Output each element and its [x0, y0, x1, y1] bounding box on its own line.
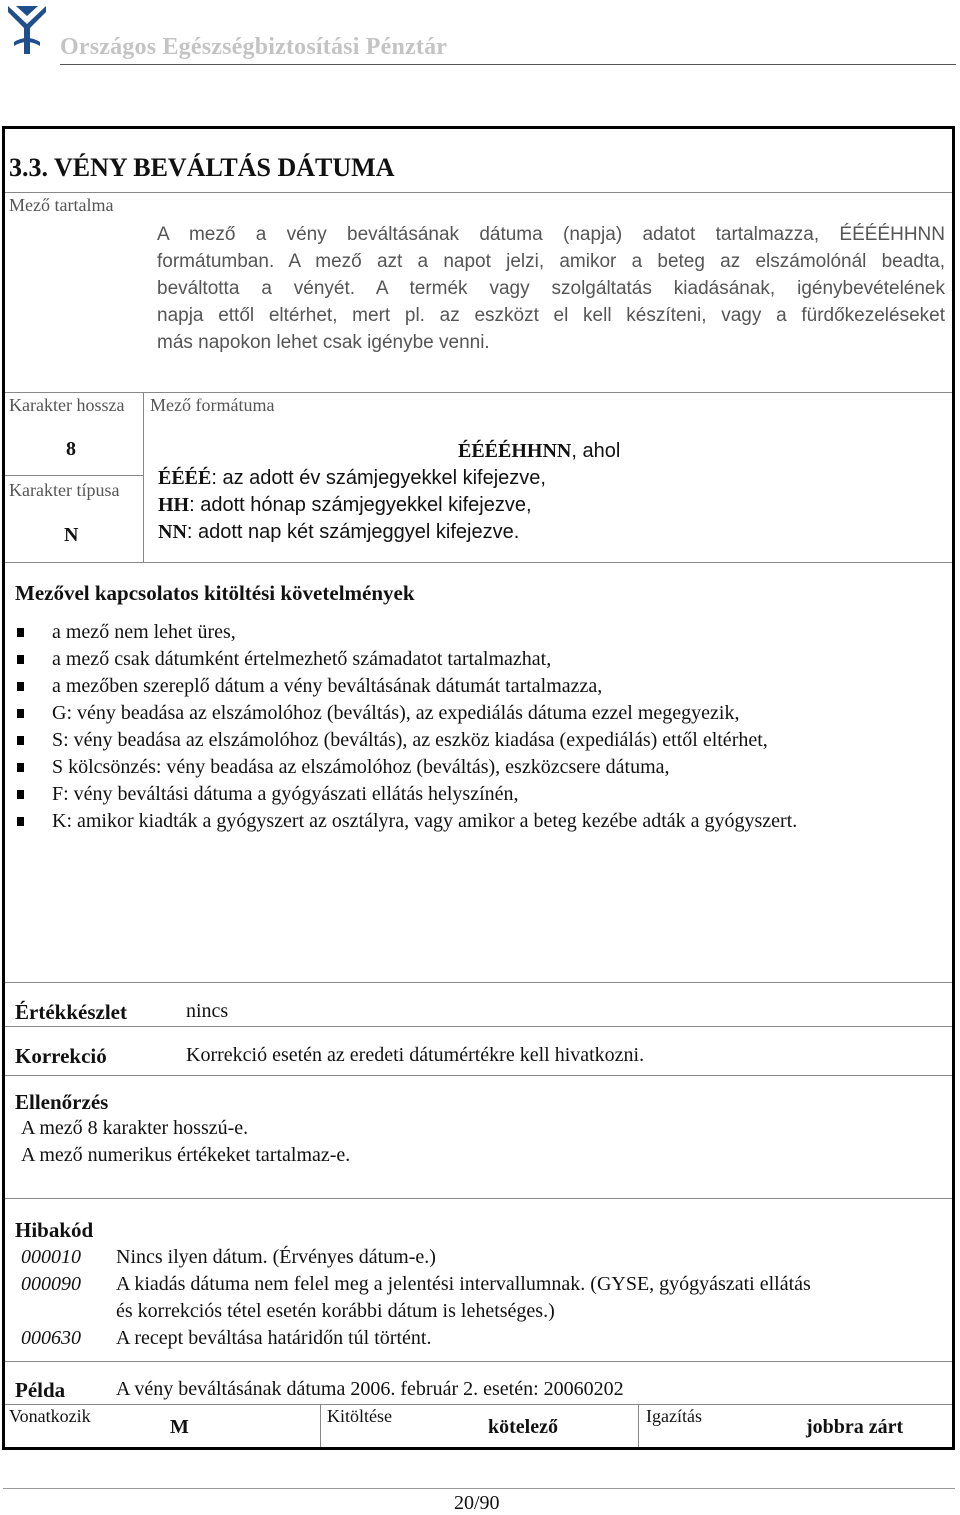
requirement-item: F: vény beváltási dátuma a gyógyászati ellátás helyszínén,	[52, 783, 519, 805]
correction-value: Korrekció esetén az eredeti dátumértékre kell hivatkozni.	[186, 1044, 645, 1066]
divider	[5, 1361, 952, 1362]
bullet-icon	[17, 736, 24, 745]
divider	[143, 392, 144, 562]
error-text: A recept beváltása határidőn túl történt.	[116, 1327, 432, 1349]
format-key: HH	[158, 494, 190, 516]
requirement-item: a mezőben szereplő dátum a vény beváltásának dátumát tartalmazza,	[52, 675, 603, 697]
check-line: A mező 8 karakter hosszú-e.	[21, 1117, 249, 1139]
org-name: Országos Egészségbiztosítási Pénztár	[60, 34, 448, 60]
requirements-title: Mezővel kapcsolatos kitöltési követelmények	[15, 581, 415, 605]
error-text: Nincs ilyen dátum. (Érvényes dátum-e.)	[116, 1246, 436, 1268]
content-line: formátumban. A mező azt a napot jelzi, amikor a beteg az elszámolónál beadta,	[157, 251, 945, 272]
content-line: beváltotta a vényét. A termék vagy szolgáltatás kiadásának, igénybevételének	[157, 278, 945, 299]
error-text: A kiadás dátuma nem felel meg a jelentési intervallumnak. (GYSE, gyógyászati ellátás	[116, 1273, 811, 1295]
error-text: és korrekciós tétel esetén korábbi dátum is lehetséges.)	[116, 1300, 555, 1322]
page-number: 20/90	[454, 1492, 500, 1514]
format-pattern	[458, 440, 620, 463]
example-text: A vény beváltásának dátuma 2006. február 2. esetén: 20060202	[116, 1378, 624, 1400]
align-label: Igazítás	[646, 1406, 702, 1426]
divider	[5, 1198, 952, 1199]
check-label: Ellenőrzés	[15, 1090, 109, 1114]
requirement-item: G: vény beadása az elszámolóhoz (beváltás), az expediálás dátuma ezzel megegyezik,	[52, 702, 740, 724]
check-line: A mező numerikus értékeket tartalmaz-e.	[21, 1144, 351, 1166]
format-desc: : adott hónap számjegyekkel kifejezve,	[189, 494, 532, 516]
divider	[5, 1075, 952, 1076]
align-value: jobbra zárt	[806, 1416, 904, 1438]
length-value: 8	[66, 438, 76, 460]
error-code: 000010	[21, 1246, 81, 1268]
divider	[5, 1404, 952, 1405]
bullet-icon	[17, 790, 24, 799]
format-key: NN	[158, 521, 187, 543]
requirement-item: S kölcsönzés: vény beadása az elszámolóhoz (beváltás), eszközcsere dátuma,	[52, 756, 670, 778]
format-line	[158, 521, 519, 544]
error-code: 000630	[21, 1327, 81, 1349]
divider	[5, 982, 952, 983]
applies-value: M	[170, 1416, 189, 1438]
header-divider	[60, 64, 956, 65]
format-label: Mező formátuma	[150, 395, 275, 415]
section-title: 3.3. VÉNY BEVÁLTÁS DÁTUMA	[9, 153, 395, 182]
format-pattern-code: ÉÉÉÉHHNN	[458, 440, 572, 462]
type-value: N	[64, 524, 79, 546]
content-label: Mező tartalma	[9, 195, 114, 215]
error-label: Hibakód	[15, 1218, 94, 1242]
bullet-icon	[17, 817, 24, 826]
divider	[5, 192, 952, 193]
bullet-icon	[17, 628, 24, 637]
value-set-value: nincs	[186, 1000, 229, 1022]
format-desc: : az adott év számjegyekkel kifejezve,	[211, 467, 546, 489]
length-label: Karakter hossza	[9, 395, 125, 415]
type-label: Karakter típusa	[9, 480, 120, 500]
requirement-item: S: vény beadása az elszámolóhoz (beváltás), az eszköz kiadása (expediálás) ettől eltérhet,	[52, 729, 768, 751]
value-set-label: Értékkészlet	[15, 1000, 127, 1024]
correction-label: Korrekció	[15, 1044, 107, 1068]
content-line: napja ettől eltérhet, mert pl. az eszközt el kell készíteni, vagy a fürdőkezeléseket	[157, 305, 945, 326]
footer-divider	[3, 1488, 955, 1489]
content-line: A mező a vény beváltásának dátuma (napja) adatot tartalmazza, ÉÉÉÉHHNN	[157, 224, 945, 245]
format-desc: : adott nap két számjeggyel kifejezve.	[186, 521, 520, 543]
divider	[5, 562, 952, 563]
bullet-icon	[17, 682, 24, 691]
divider	[5, 392, 952, 393]
requirement-item: a mező nem lehet üres,	[52, 621, 236, 643]
example-label: Példa	[15, 1378, 66, 1402]
requirement-item: K: amikor kiadták a gyógyszert az osztályra, vagy amikor a beteg kezébe adták a gyógyszert.	[52, 810, 798, 832]
divider	[320, 1404, 321, 1447]
bullet-icon	[17, 709, 24, 718]
format-key: ÉÉÉÉ	[158, 467, 212, 489]
error-code: 000090	[21, 1273, 81, 1295]
format-line	[158, 494, 532, 517]
bullet-icon	[17, 763, 24, 772]
oep-logo-icon	[6, 4, 48, 56]
format-pattern-suffix: , ahol	[571, 440, 621, 462]
content-line: más napokon lehet csak igénybe venni.	[157, 332, 490, 353]
divider	[5, 475, 143, 476]
bullet-icon	[17, 655, 24, 664]
fill-value: kötelező	[488, 1416, 558, 1438]
format-line	[158, 467, 546, 490]
fill-label: Kitöltése	[327, 1406, 392, 1426]
requirement-item: a mező csak dátumként értelmezhető számadatot tartalmazhat,	[52, 648, 552, 670]
divider	[5, 1026, 952, 1027]
applies-label: Vonatkozik	[9, 1406, 91, 1426]
divider	[638, 1404, 639, 1447]
